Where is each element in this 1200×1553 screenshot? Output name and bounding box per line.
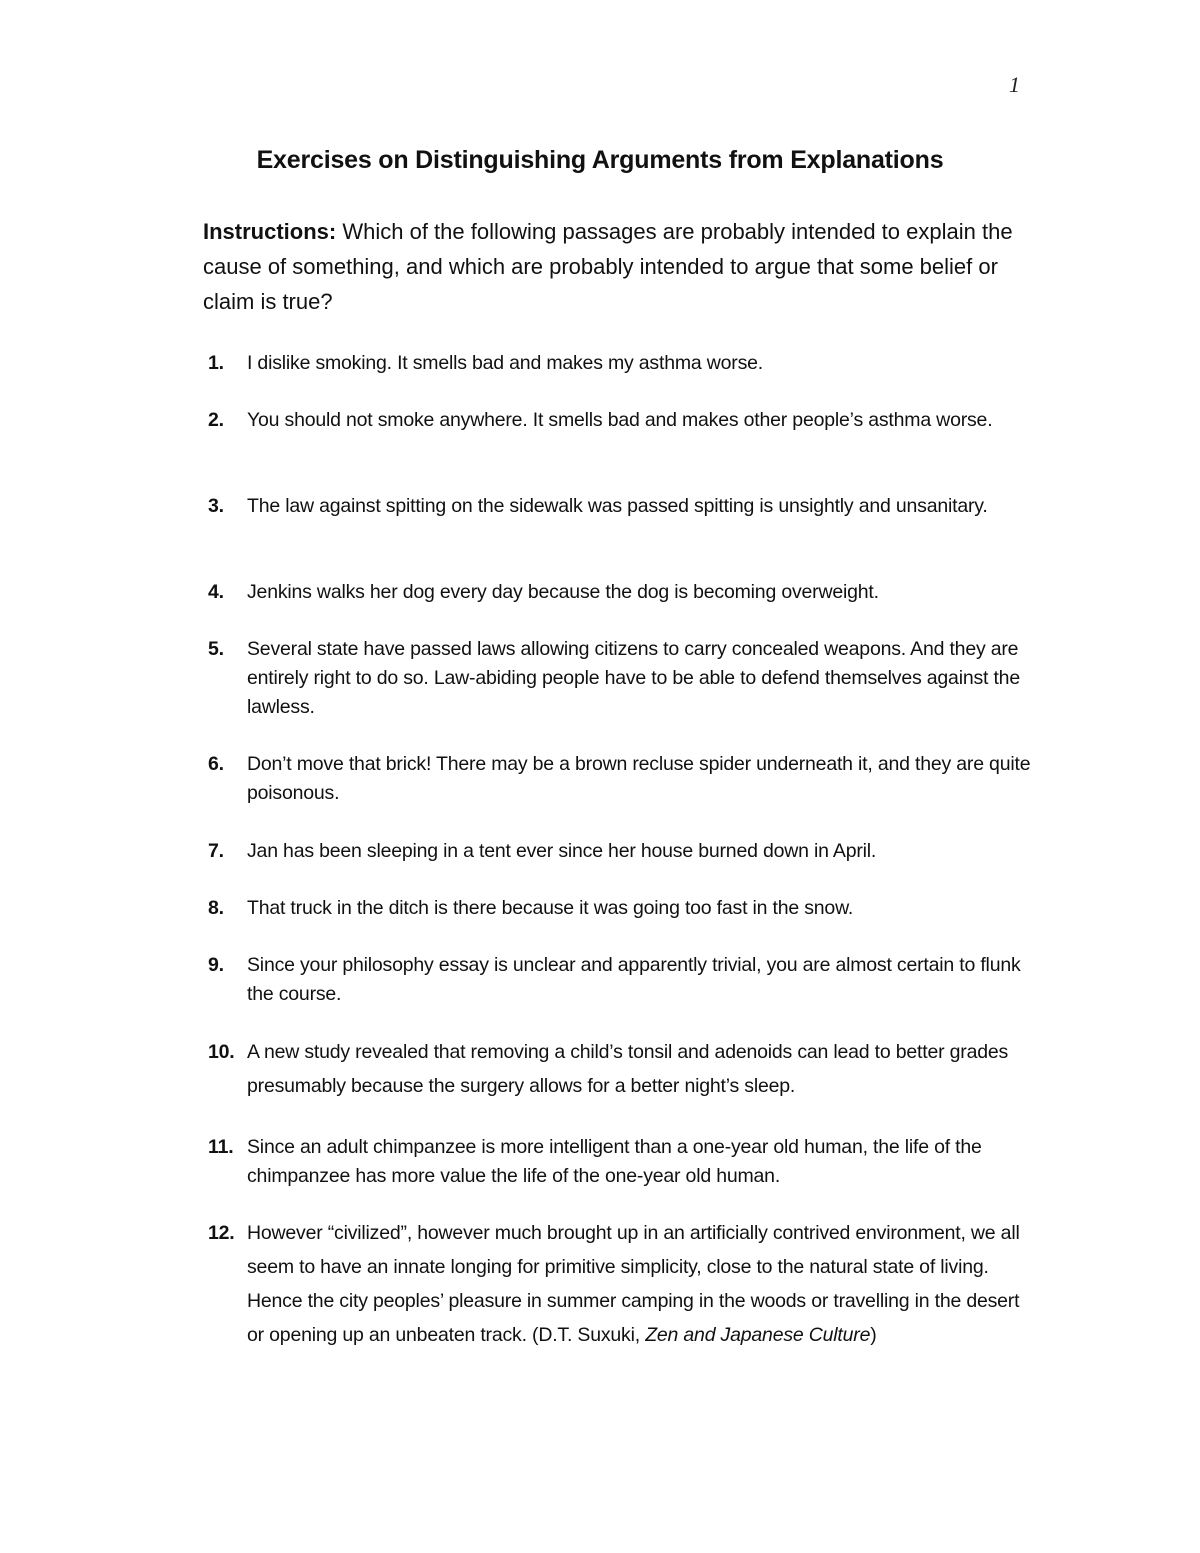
item-number: 4.	[208, 581, 224, 603]
item-text: I dislike smoking. It smells bad and makes my asthma worse.	[247, 352, 763, 374]
list-item	[208, 635, 1038, 722]
item-number: 7.	[208, 840, 224, 862]
item-text: Jenkins walks her dog every day because the dog is becoming overweight.	[247, 581, 879, 603]
instructions-text: Which of the following passages are probably intended to explain the cause of something, and which are probably intended to argue that some belief or claim is true?	[203, 219, 1013, 314]
list-item	[208, 1133, 1038, 1191]
list-item	[208, 406, 1038, 435]
item-number: 9.	[208, 954, 224, 976]
item-number: 6.	[208, 753, 224, 775]
citation-title: Zen and Japanese Culture	[645, 1324, 871, 1346]
list-item	[208, 578, 1038, 607]
list-item	[208, 1035, 1038, 1103]
item-text: The law against spitting on the sidewalk was passed spitting is unsightly and unsanitary.	[247, 495, 988, 517]
item-text: However “civilized”, however much brought up in an artificially contrived environment, we all seem to have an innate longing for primitive simplicity, close to the natural state of living. Hence the city peoples’ pleasure in summer camping in the woods or travelling in the desert or opening up an unbeaten track. (D.T. Suxuki,	[247, 1222, 1020, 1346]
list-item	[208, 349, 1038, 378]
item-text: Jan has been sleeping in a tent ever since her house burned down in April.	[247, 840, 877, 862]
item-text: Several state have passed laws allowing citizens to carry concealed weapons. And they are entirely right to do so. Law-abiding people have to be able to defend themselves against the lawless.	[247, 638, 1020, 718]
item-text: Since an adult chimpanzee is more intelligent than a one-year old human, the life of the chimpanzee has more value the life of the one-year old human.	[247, 1136, 982, 1187]
item-number: 10.	[208, 1041, 235, 1063]
instructions-label: Instructions:	[203, 219, 337, 244]
list-item	[208, 750, 1038, 808]
item-text: You should not smoke anywhere. It smells bad and makes other people’s asthma worse.	[247, 409, 993, 431]
list-item	[208, 951, 1038, 1009]
item-number: 1.	[208, 352, 224, 374]
page-title: Exercises on Distinguishing Arguments from Explanations	[256, 146, 944, 174]
list-item	[208, 492, 1038, 521]
item-number: 11.	[208, 1136, 234, 1158]
item-number: 5.	[208, 638, 224, 660]
item-text: Since your philosophy essay is unclear and apparently trivial, you are almost certain to flunk the course.	[247, 954, 1021, 1005]
list-item	[208, 894, 1038, 923]
list-item	[208, 837, 1038, 866]
page-number: 1	[1009, 72, 1020, 97]
item-number: 8.	[208, 897, 224, 919]
list-item	[208, 1216, 1038, 1352]
item-number: 2.	[208, 409, 224, 431]
item-number: 3.	[208, 495, 224, 517]
citation-close: )	[870, 1324, 877, 1346]
item-text-wrap	[247, 1216, 1038, 1352]
instructions	[203, 214, 1023, 319]
item-text: A new study revealed that removing a child’s tonsil and adenoids can lead to better grades presumably because the surgery allows for a better night’s sleep.	[247, 1041, 1009, 1097]
item-text: That truck in the ditch is there because it was going too fast in the snow.	[247, 897, 854, 919]
item-number: 12.	[208, 1222, 235, 1244]
item-text: Don’t move that brick! There may be a brown recluse spider underneath it, and they are quite poisonous.	[247, 753, 1031, 804]
